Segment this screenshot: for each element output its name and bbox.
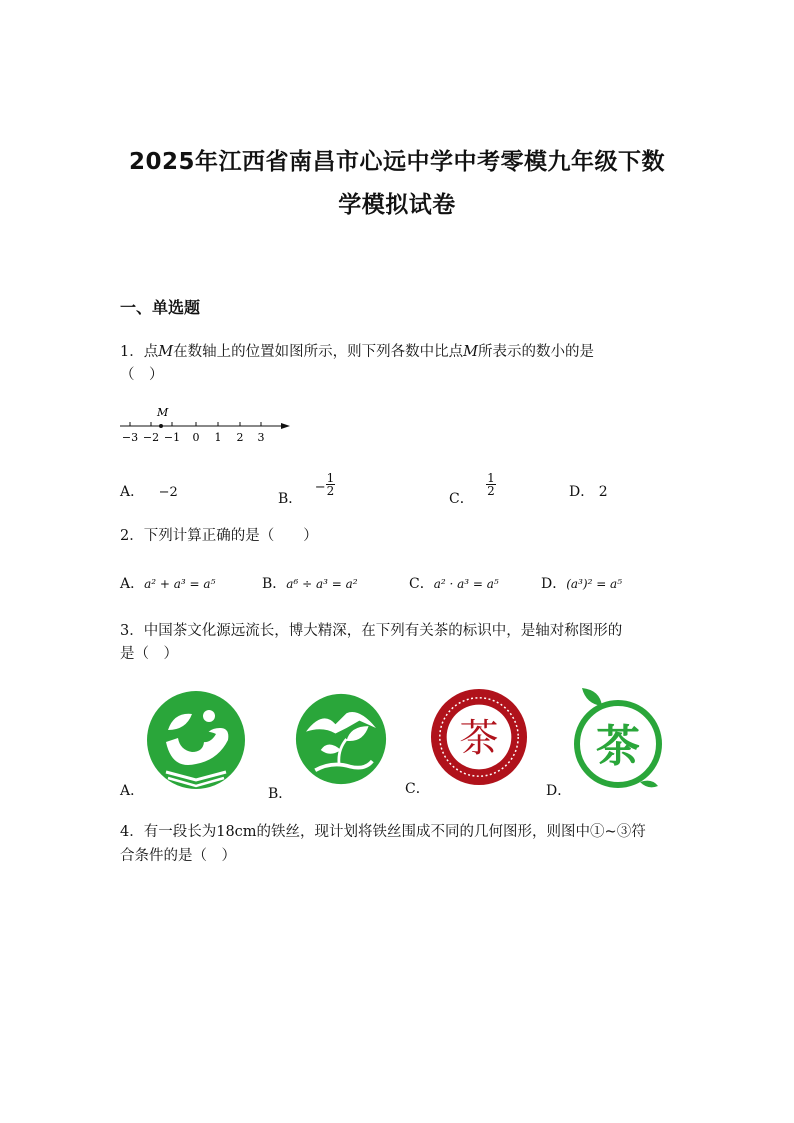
option-label: C．: [409, 576, 434, 592]
option-label: B．: [278, 490, 303, 507]
option-expression: a⁶ ÷ a³ = a²: [286, 577, 358, 591]
number-line-ticks: [130, 422, 261, 426]
option-expression: a² · a³ = a⁵: [433, 577, 499, 591]
option-expression: a² + a³ = a⁵: [144, 577, 216, 591]
tea-logo-b[interactable]: [295, 693, 387, 785]
question-4-line2: 合条件的是（ ）: [120, 848, 236, 864]
tea-logo-a[interactable]: [146, 690, 246, 790]
q3-option-c-label: C．: [405, 781, 430, 797]
q3-option-b-label: B．: [268, 786, 293, 802]
section-heading: 一、单选题: [120, 298, 201, 317]
minus-sign: −: [314, 479, 326, 495]
tick-label: 1: [214, 431, 222, 444]
tick-label: −1: [163, 431, 181, 444]
number-line-figure: [115, 402, 295, 450]
tick-label: 3: [257, 431, 265, 444]
tea-logo-d[interactable]: [570, 686, 666, 790]
q1-var-m2: M: [463, 344, 478, 360]
option-label: B．: [262, 576, 287, 592]
q2-option-b[interactable]: [262, 573, 358, 593]
fraction-denominator: 2: [487, 484, 495, 498]
q1-stem-c: 所表示的数小的是: [477, 344, 594, 360]
q1-option-d[interactable]: [569, 481, 608, 501]
option-label: D．: [541, 576, 567, 592]
tick-label: 2: [236, 431, 244, 444]
question-3-line2: 是（ ）: [120, 646, 178, 662]
page-title-line2: 学模拟试卷: [338, 192, 456, 218]
q2-option-a[interactable]: [120, 573, 215, 593]
fraction-numerator: 1: [326, 471, 335, 485]
tea-logo-c[interactable]: [430, 688, 528, 786]
tick-label: −2: [142, 431, 160, 444]
q1-option-b[interactable]: [278, 471, 335, 507]
option-label: A．: [120, 484, 145, 500]
q3-option-d-label: D．: [546, 783, 572, 799]
q3-option-a-label: A．: [120, 783, 145, 799]
q2-option-c[interactable]: [409, 573, 499, 593]
option-value: 2: [598, 484, 608, 500]
fraction: [326, 472, 336, 497]
question-3-line1: 3．中国茶文化源远流长，博大精深，在下列有关茶的标识中，是轴对称图形的: [120, 623, 623, 639]
q1-option-c[interactable]: [449, 471, 496, 507]
q1-stem-a: 1．点: [120, 344, 159, 360]
option-label: A．: [120, 576, 145, 592]
point-m-dot: [159, 424, 163, 428]
number-line-arrow: [281, 423, 290, 429]
q1-answer-paren: （ ）: [120, 367, 164, 383]
option-label: C．: [449, 490, 474, 507]
logo-c-char: 茶: [459, 716, 499, 762]
tick-label: 0: [192, 431, 200, 444]
fraction-denominator: 2: [326, 484, 335, 498]
q1-option-a[interactable]: [120, 481, 178, 501]
q1-var-m: M: [158, 344, 174, 360]
logo-d-char: 茶: [596, 721, 640, 772]
option-label: D．: [569, 484, 595, 500]
question-1-stem: [120, 341, 594, 363]
q2-option-d[interactable]: [541, 573, 622, 593]
option-value: −2: [158, 485, 178, 500]
question-4-line1: 4．有一段长为18cm的铁丝，现计划将铁丝围成不同的几何图形，则图中①~③符: [120, 824, 646, 840]
fraction: [486, 472, 496, 497]
option-expression: (a³)² = a⁵: [566, 577, 623, 591]
point-m-label: M: [157, 406, 169, 419]
page-title-line1: 2025年江西省南昌市心远中学中考零模九年级下数: [128, 149, 665, 175]
tick-label: −3: [121, 431, 139, 444]
question-2-stem: 2．下列计算正确的是（ ）: [120, 528, 318, 544]
q1-stem-b: 在数轴上的位置如图所示，则下列各数中比点: [173, 344, 464, 360]
fraction-numerator: 1: [487, 471, 495, 485]
